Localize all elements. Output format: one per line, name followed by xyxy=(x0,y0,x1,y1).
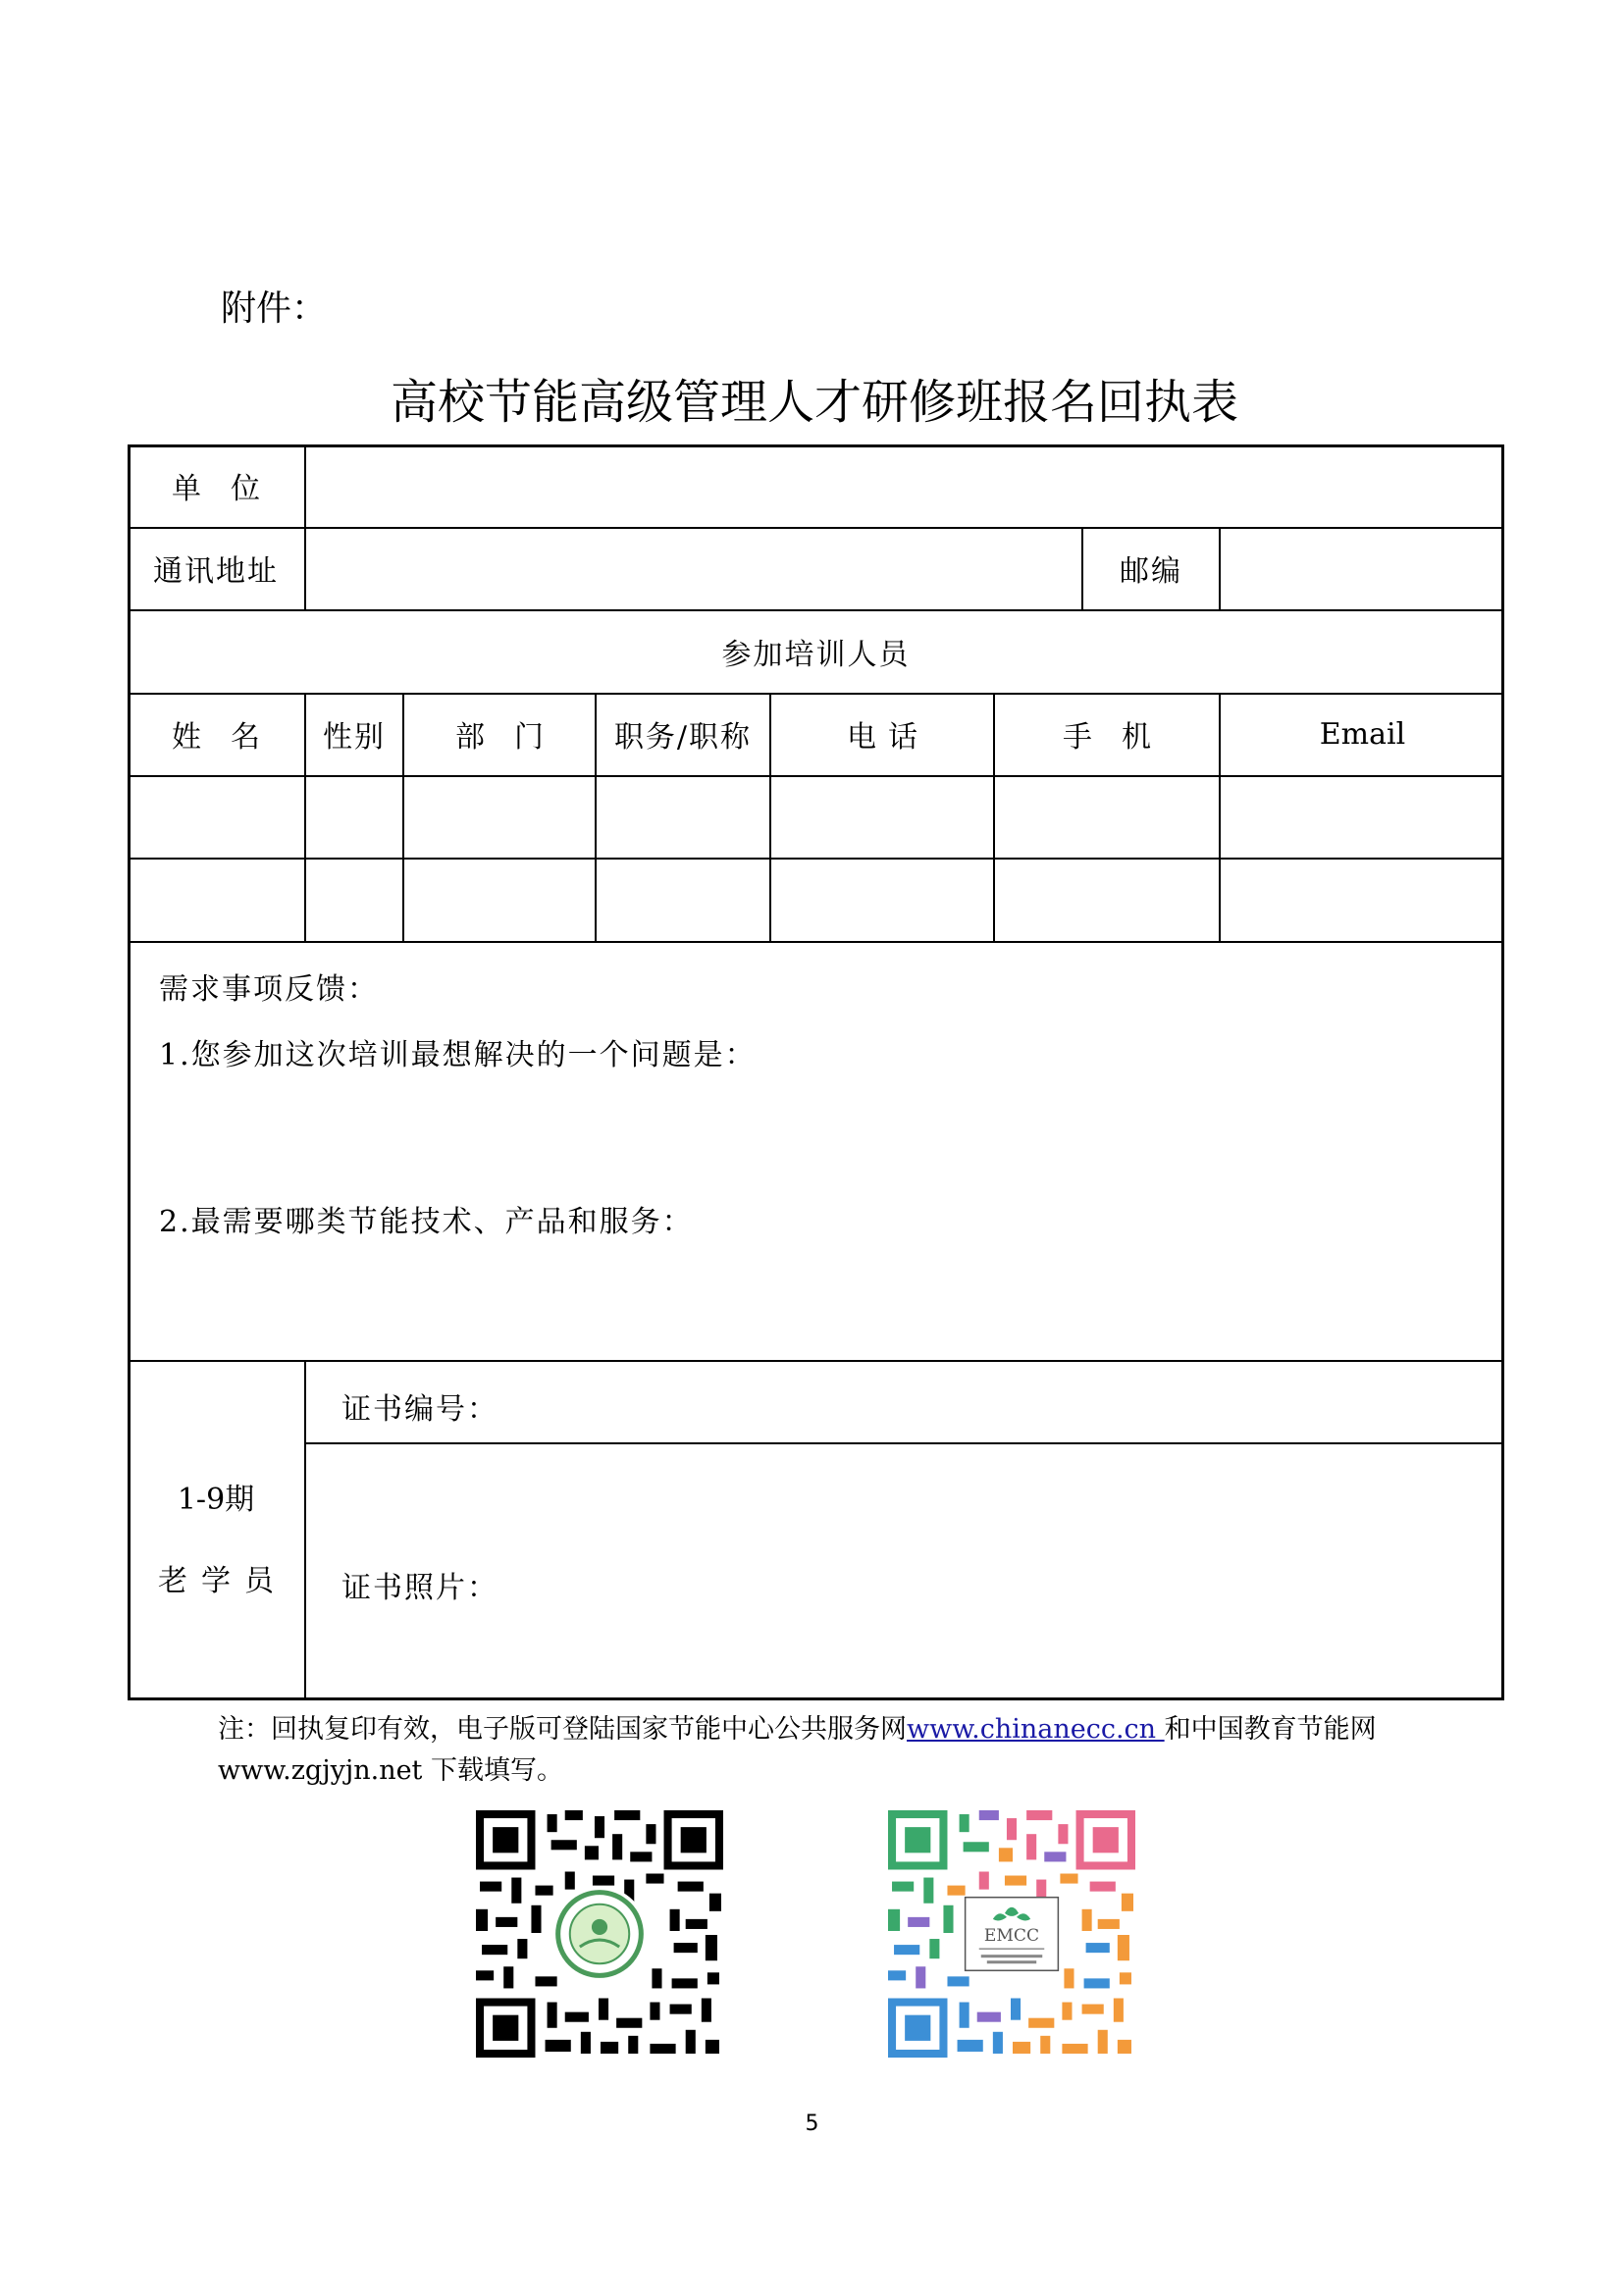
unit-field[interactable] xyxy=(306,446,1501,527)
qr-code-left-icon xyxy=(476,1810,723,2058)
registration-form xyxy=(128,444,1504,1700)
page-number: 5 xyxy=(805,2112,819,2136)
footnote-line-2: www.zgjyjn.net 下载填写。 xyxy=(218,1755,563,1786)
participant-1-name[interactable] xyxy=(130,777,304,858)
cert-number-label: 证书编号： xyxy=(341,1392,498,1427)
cert-photo-label: 证书照片： xyxy=(341,1571,498,1605)
participant-2-email[interactable] xyxy=(1221,860,1501,941)
participant-1-title[interactable] xyxy=(597,777,769,858)
cert-photo-field[interactable] xyxy=(500,1446,1501,1697)
col-divider xyxy=(304,1360,306,1700)
col-mobile: 手机 xyxy=(1063,720,1180,755)
participant-2-phone[interactable] xyxy=(771,860,993,941)
cert-number-field[interactable] xyxy=(500,1364,1501,1442)
unit-label: 单位 xyxy=(172,472,289,506)
participant-1-gender[interactable] xyxy=(306,777,402,858)
row-divider xyxy=(128,941,1504,943)
alumni-period-label: 1-9期 xyxy=(177,1483,255,1517)
postcode-field[interactable] xyxy=(1221,529,1501,609)
participant-2-gender[interactable] xyxy=(306,860,402,941)
col-gender: 性别 xyxy=(323,720,386,755)
participant-2-title[interactable] xyxy=(597,860,769,941)
participant-2-mobile[interactable] xyxy=(995,860,1219,941)
feedback-answer-2[interactable] xyxy=(159,1244,1474,1352)
participant-1-phone[interactable] xyxy=(771,777,993,858)
col-email: Email xyxy=(1319,716,1406,752)
col-name: 姓名 xyxy=(172,720,289,755)
col-phone: 电话 xyxy=(847,720,929,755)
participant-2-department[interactable] xyxy=(404,860,595,941)
participant-1-mobile[interactable] xyxy=(995,777,1219,858)
participant-2-name[interactable] xyxy=(130,860,304,941)
row-divider xyxy=(128,1360,1504,1362)
col-department: 部门 xyxy=(455,720,573,755)
alumni-label: 老学员 xyxy=(158,1564,288,1598)
feedback-question-2: 2.最需要哪类节能技术、产品和服务： xyxy=(159,1205,694,1239)
footnote-prefix: 注：回执复印有效，电子版可登陆国家节能中心公共服务网 xyxy=(218,1714,907,1745)
qr-code-right-icon xyxy=(888,1810,1135,2058)
footnote xyxy=(218,1709,1377,1792)
col-title: 职务/职称 xyxy=(613,720,753,755)
participant-1-department[interactable] xyxy=(404,777,595,858)
attachment-label: 附件： xyxy=(221,288,328,329)
form-title: 高校节能高级管理人才研修班报名回执表 xyxy=(390,375,1238,430)
postcode-label: 邮编 xyxy=(1120,554,1182,589)
footnote-middle: 和中国教育节能网 xyxy=(1164,1714,1377,1745)
participants-label: 参加培训人员 xyxy=(721,637,911,672)
address-label: 通讯地址 xyxy=(153,554,279,589)
feedback-question-1: 1.您参加这次培训最想解决的一个问题是： xyxy=(159,1038,757,1072)
feedback-heading: 需求事项反馈： xyxy=(159,972,379,1007)
footnote-line-1 xyxy=(218,1709,1377,1750)
participant-1-email[interactable] xyxy=(1221,777,1501,858)
chinanecc-link[interactable]: www.chinanecc.cn xyxy=(907,1714,1165,1745)
feedback-answer-1[interactable] xyxy=(159,1077,1474,1171)
row-divider xyxy=(304,1442,1504,1444)
address-field[interactable] xyxy=(306,529,1081,609)
emcc-logo-text: EMCC xyxy=(983,1926,1040,1947)
